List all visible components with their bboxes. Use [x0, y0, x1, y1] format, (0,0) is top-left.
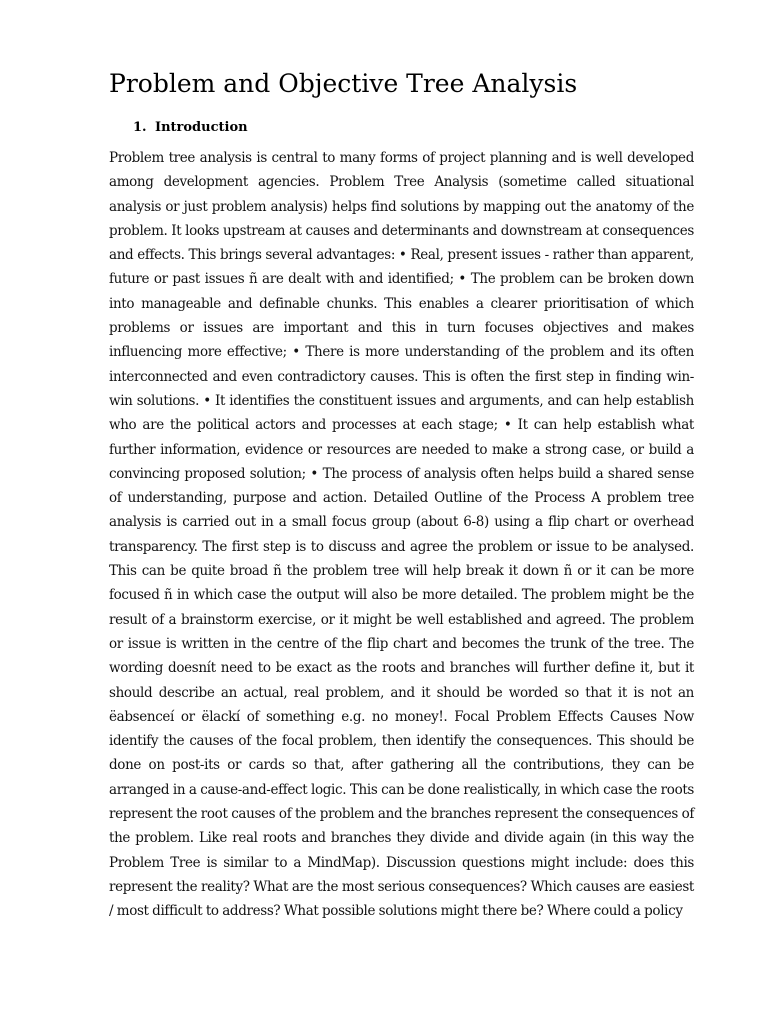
section-title: Introduction — [155, 120, 248, 135]
section-number: 1. — [133, 120, 147, 135]
section-heading — [133, 116, 248, 140]
page-title: Problem and Objective Tree Analysis — [109, 69, 578, 98]
body-paragraph: Problem tree analysis is central to many forms of project planning and is well developed among development agencies. Problem Tree Analysis (sometime called situational analysis or just problem analysis) helps find solutions by mapping out the anatomy of the problem. It looks upstream at causes and determinants and downstream at consequences and effects. This brings several advantages: • Real, present issues - rather than apparent, future or past issues ñ are dealt with and identified; • The problem can be broken down into manageable and definable chunks. This enables a clearer prioritisation of which problems or issues are important and this in turn focuses objectives and makes influencing more effective; • There is more understanding of the problem and its often interconnected and even contradictory causes. This is often the first step in finding win-win solutions. • It identifies the constituent issues and arguments, and can help establish who are the political actors and processes at each stage; • It can help establish what further information, evidence or resources are needed to make a strong case, or build a convincing proposed solution; • The process of analysis often helps build a shared sense of understanding, purpose and action. Detailed Outline of the Process A problem tree analysis is carried out in a small focus group (about 6-8) using a flip chart or overhead transparency. The first step is to discuss and agree the problem or issue to be analysed. This can be quite broad ñ the problem tree will help break it down ñ or it can be more focused ñ in which case the output will also be more detailed. The problem might be the result of a brainstorm exercise, or it might be well established and agreed. The problem or issue is written in the centre of the flip chart and becomes the trunk of the tree. The wording doesnít need to be exact as the roots and branches will further define it, but it should describe an actual, real problem, and it should be worded so that it is not an ëabsenceí or ëlackí of something e.g. no money!. Focal Problem Effects Causes Now identify the causes of the focal problem, then identify the consequences. This should be done on post-its or cards so that, after gathering all the contributions, they can be arranged in a cause-and-effect logic. This can be done realistically, in which case the roots represent the root causes of the problem and the branches represent the consequences of the problem. Like real roots and branches they divide and divide again (in this way the Problem Tree is similar to a MindMap). Discussion questions might include: does this represent the reality? What are the most serious consequences? Which causes are easiest / most difficult to address? What possible solutions might there be? Where could a policy — [109, 150, 694, 920]
